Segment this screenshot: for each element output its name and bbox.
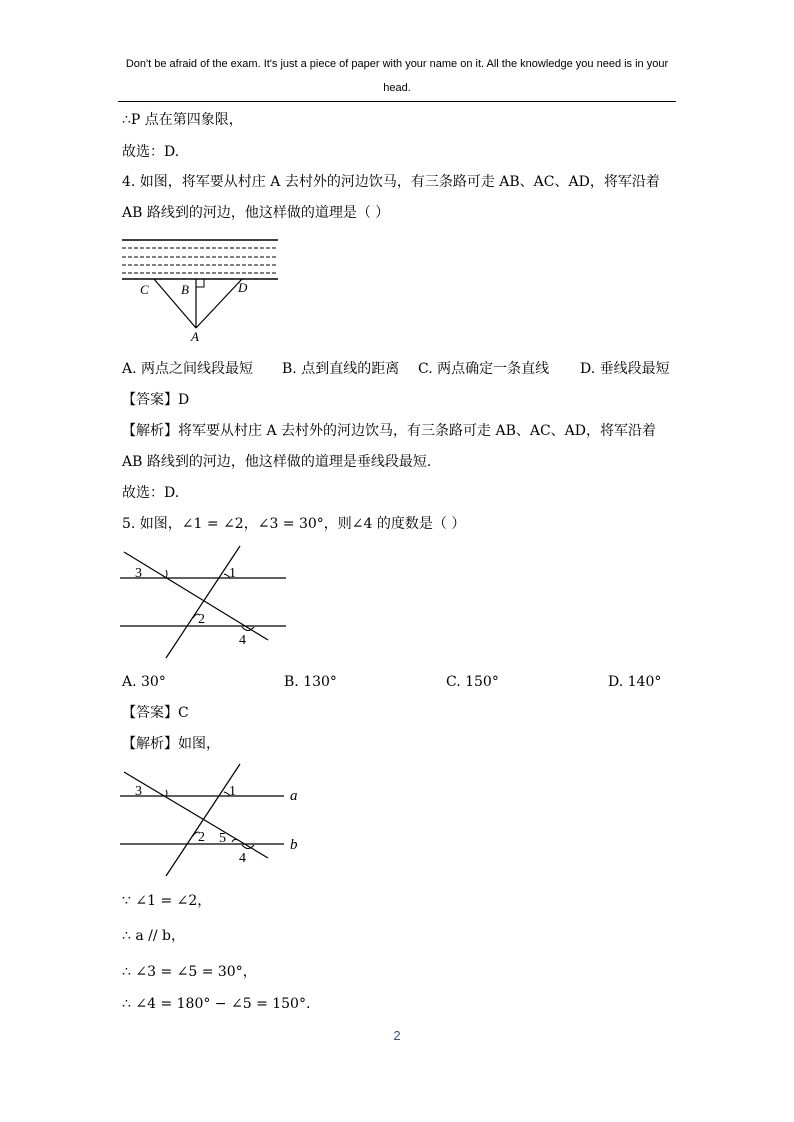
label-a: A — [191, 329, 199, 344]
q5-option-d: D. 140° — [608, 674, 662, 690]
label-angle-1: 1 — [229, 566, 236, 581]
label-angle-3: 3 — [135, 566, 142, 581]
q4-river-figure — [118, 236, 286, 346]
label-angle-1: 1 — [229, 784, 236, 799]
transversal-shallow — [124, 772, 268, 858]
q5-answer: 【答案】C — [122, 705, 189, 721]
header-motto-line1: Don't be afraid of the exam. It's just a piece of paper with your name on it. All the knowledge you need is in your — [125, 58, 669, 70]
label-angle-5: 5 — [219, 831, 226, 846]
label-angle-4: 4 — [239, 851, 246, 866]
prev-conclusion: ∴P 点在第四象限， — [122, 112, 243, 128]
right-angle-mark — [196, 279, 204, 287]
q5-step-1: ∵ ∠1 = ∠2， — [122, 893, 212, 909]
q5-step-4: ∴ ∠4 = 180° − ∠5 = 150°. — [122, 996, 311, 1012]
label-line-a: a — [290, 788, 298, 804]
q4-answer: 【答案】D — [122, 392, 190, 408]
q5-step-3: ∴ ∠3 = ∠5 = 30°， — [122, 964, 257, 980]
q4-option-b: B. 点到直线的距离 — [282, 361, 400, 377]
label-c: C — [140, 282, 149, 297]
angle-arc-5 — [232, 839, 238, 842]
q4-analysis-line1: 【解析】将军要从村庄 A 去村外的河边饮马，有三条路可走 AB、AC、AD，将军沿着 — [122, 423, 657, 439]
q4-option-d: D. 垂线段最短 — [580, 361, 670, 377]
segment-ad — [196, 279, 242, 328]
label-angle-2: 2 — [198, 612, 205, 627]
label-d: D — [238, 280, 248, 295]
header-motto-line2: head. — [383, 82, 411, 94]
q5-option-a: A. 30° — [122, 674, 166, 690]
q5-option-c: C. 150° — [446, 674, 499, 690]
page-number: 2 — [393, 1028, 401, 1043]
transversal-shallow — [124, 552, 268, 640]
label-angle-3: 3 — [135, 784, 142, 799]
prev-choose: 故选：D. — [122, 144, 180, 160]
q4-option-a: A. 两点之间线段最短 — [122, 361, 254, 377]
q5-figure — [118, 544, 294, 662]
label-b: B — [181, 282, 189, 297]
q5-analysis-intro: 【解析】如图， — [122, 736, 220, 752]
angle-arc-3 — [166, 570, 167, 578]
label-line-b: b — [290, 837, 298, 853]
q4-choose: 故选：D. — [122, 485, 180, 501]
page-header — [118, 52, 676, 100]
q5-option-b: B. 130° — [284, 674, 337, 690]
segment-ac — [154, 279, 196, 328]
q4-stem-line1: 4. 如图，将军要从村庄 A 去村外的河边饮马，有三条路可走 AB、AC、AD，将军沿着 — [122, 174, 660, 190]
q4-stem-line2: AB 路线到的河边，他这样做的道理是（ ） — [122, 205, 390, 221]
angle-arc-3 — [166, 790, 167, 796]
q4-analysis-line2: AB 路线到的河边，他这样做的道理是垂线段最短. — [122, 454, 432, 470]
q4-option-c: C. 两点确定一条直线 — [418, 361, 550, 377]
header-rule — [118, 101, 676, 102]
label-angle-2: 2 — [198, 830, 205, 845]
q5-stem: 5. 如图，∠1 = ∠2，∠3 = 30°，则∠4 的度数是（ ） — [122, 516, 466, 532]
q5-step-2: ∴ a // b， — [122, 928, 185, 944]
transversal-steep — [166, 764, 240, 876]
transversal-steep — [166, 546, 240, 658]
label-angle-4: 4 — [239, 633, 246, 648]
q5-solution-figure — [118, 762, 314, 880]
